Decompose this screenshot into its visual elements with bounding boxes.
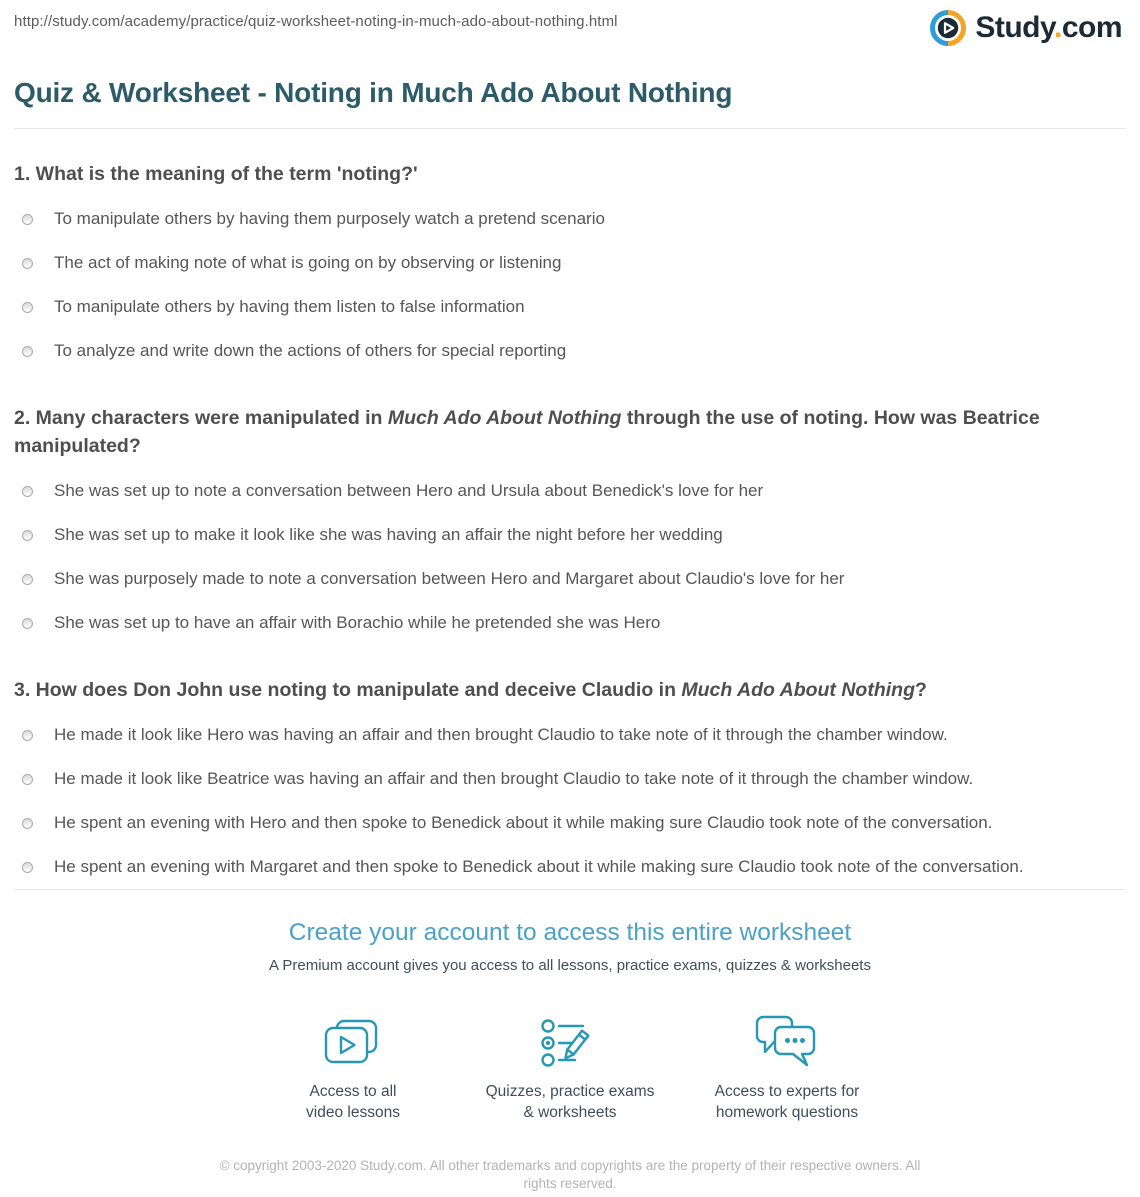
radio-button[interactable] (22, 214, 33, 225)
radio-button[interactable] (22, 346, 33, 357)
question-3-text-post: ? (914, 679, 927, 701)
answer-option[interactable] (14, 513, 1126, 557)
answer-option-label: She was set up to note a conversation between Hero and Ursula about Benedick's love for her (54, 481, 764, 500)
cta-subtitle: A Premium account gives you access to all lessons, practice exams, quizzes & worksheets (269, 957, 871, 974)
question-2 (14, 404, 1126, 645)
feature-label-line1: Access to all (309, 1083, 397, 1100)
page-url: http://study.com/academy/practice/quiz-worksheet-noting-in-much-ado-about-nothing.html (14, 13, 618, 30)
play-circle-icon (928, 8, 968, 48)
chat-experts-icon (687, 1011, 887, 1069)
page-title: Quiz & Worksheet - Noting in Much Ado About Nothing (14, 77, 733, 108)
video-lessons-icon (253, 1011, 453, 1069)
logo-suffix: com (1061, 11, 1122, 44)
answer-option-label: He spent an evening with Margaret and then spoke to Benedick about it while making sure Claudio took note of the conversation. (54, 857, 1024, 876)
features-row (14, 1011, 1126, 1123)
title-divider (14, 128, 1126, 129)
logo-wordmark (975, 11, 1122, 45)
question-3-text-pre: 3. How does Don John use noting to manipulate and deceive Claudio in (14, 679, 682, 701)
feature-quizzes-worksheets (470, 1011, 670, 1123)
feature-label-line1: Quizzes, practice exams (485, 1083, 655, 1100)
question-2-text-post: through the use of noting. How was Beatrice manipulated? (14, 407, 1040, 457)
page-header (14, 0, 1126, 50)
question-3 (14, 676, 1126, 889)
question-2-text-pre: 2. Many characters were manipulated in (14, 407, 388, 429)
question-2-title-italic: Much Ado About Nothing (387, 407, 622, 429)
logo-brand: Study (975, 11, 1054, 44)
question-2-heading (14, 404, 1126, 460)
feature-label-line2: homework questions (715, 1104, 859, 1121)
radio-button[interactable] (22, 818, 33, 829)
answer-option[interactable] (14, 285, 1126, 329)
cta-divider (14, 889, 1126, 890)
studycom-logo[interactable] (928, 8, 1122, 48)
answer-option-label: She was set up to have an affair with Borachio while he pretended she was Hero (54, 613, 661, 632)
answer-option-label: She was set up to make it look like she was having an affair the night before her wedding (54, 525, 723, 544)
radio-button[interactable] (22, 574, 33, 585)
answer-option-label: The act of making note of what is going on by observing or listening (54, 253, 562, 272)
feature-label (253, 1081, 453, 1123)
radio-button[interactable] (22, 258, 33, 269)
radio-button[interactable] (22, 618, 33, 629)
answer-option[interactable] (14, 801, 1126, 845)
answer-option-label: He spent an evening with Hero and then spoke to Benedick about it while making sure Claudio took note of the conversation. (54, 813, 993, 832)
copyright-notice: © copyright 2003-2020 Study.com. All other trademarks and copyrights are the property of their respective owners. All rights reserved. (219, 1158, 921, 1191)
answer-option[interactable] (14, 713, 1126, 757)
answer-option[interactable] (14, 197, 1126, 241)
answer-option-label: He made it look like Beatrice was having an affair and then brought Claudio to take note of it through the chamber window. (54, 769, 974, 788)
radio-button[interactable] (22, 774, 33, 785)
answer-option-label: To manipulate others by having them purposely watch a pretend scenario (54, 209, 605, 228)
radio-button[interactable] (22, 302, 33, 313)
answer-option[interactable] (14, 329, 1126, 373)
answer-option-label: To analyze and write down the actions of others for special reporting (54, 341, 567, 360)
answer-option[interactable] (14, 757, 1126, 801)
feature-label (470, 1081, 670, 1123)
question-1 (14, 160, 1126, 373)
feature-label-line1: Access to experts for (714, 1083, 860, 1100)
answer-option[interactable] (14, 557, 1126, 601)
answer-option[interactable] (14, 845, 1126, 889)
answer-option[interactable] (14, 241, 1126, 285)
radio-button[interactable] (22, 862, 33, 873)
question-1-text: 1. What is the meaning of the term 'noting?' (14, 163, 418, 185)
feature-video-lessons (253, 1011, 453, 1123)
radio-button[interactable] (22, 730, 33, 741)
feature-label-line2: & worksheets (523, 1104, 617, 1121)
answer-option[interactable] (14, 601, 1126, 645)
question-1-heading (14, 160, 1126, 188)
radio-button[interactable] (22, 486, 33, 497)
feature-label (687, 1081, 887, 1123)
answer-option-label: To manipulate others by having them listen to false information (54, 297, 525, 316)
question-3-heading (14, 676, 1126, 704)
cta-title: Create your account to access this entire worksheet (288, 919, 852, 946)
feature-homework-experts (687, 1011, 887, 1123)
answer-option[interactable] (14, 469, 1126, 513)
question-3-title-italic: Much Ado About Nothing (681, 679, 915, 701)
logo-dot: . (1053, 11, 1062, 44)
quizzes-worksheets-icon (470, 1011, 670, 1069)
answer-option-label: She was purposely made to note a conversation between Hero and Margaret about Claudio's love for her (54, 569, 845, 588)
radio-button[interactable] (22, 530, 33, 541)
feature-label-line2: video lessons (306, 1104, 400, 1121)
answer-option-label: He made it look like Hero was having an affair and then brought Claudio to take note of it through the chamber window. (54, 725, 948, 744)
